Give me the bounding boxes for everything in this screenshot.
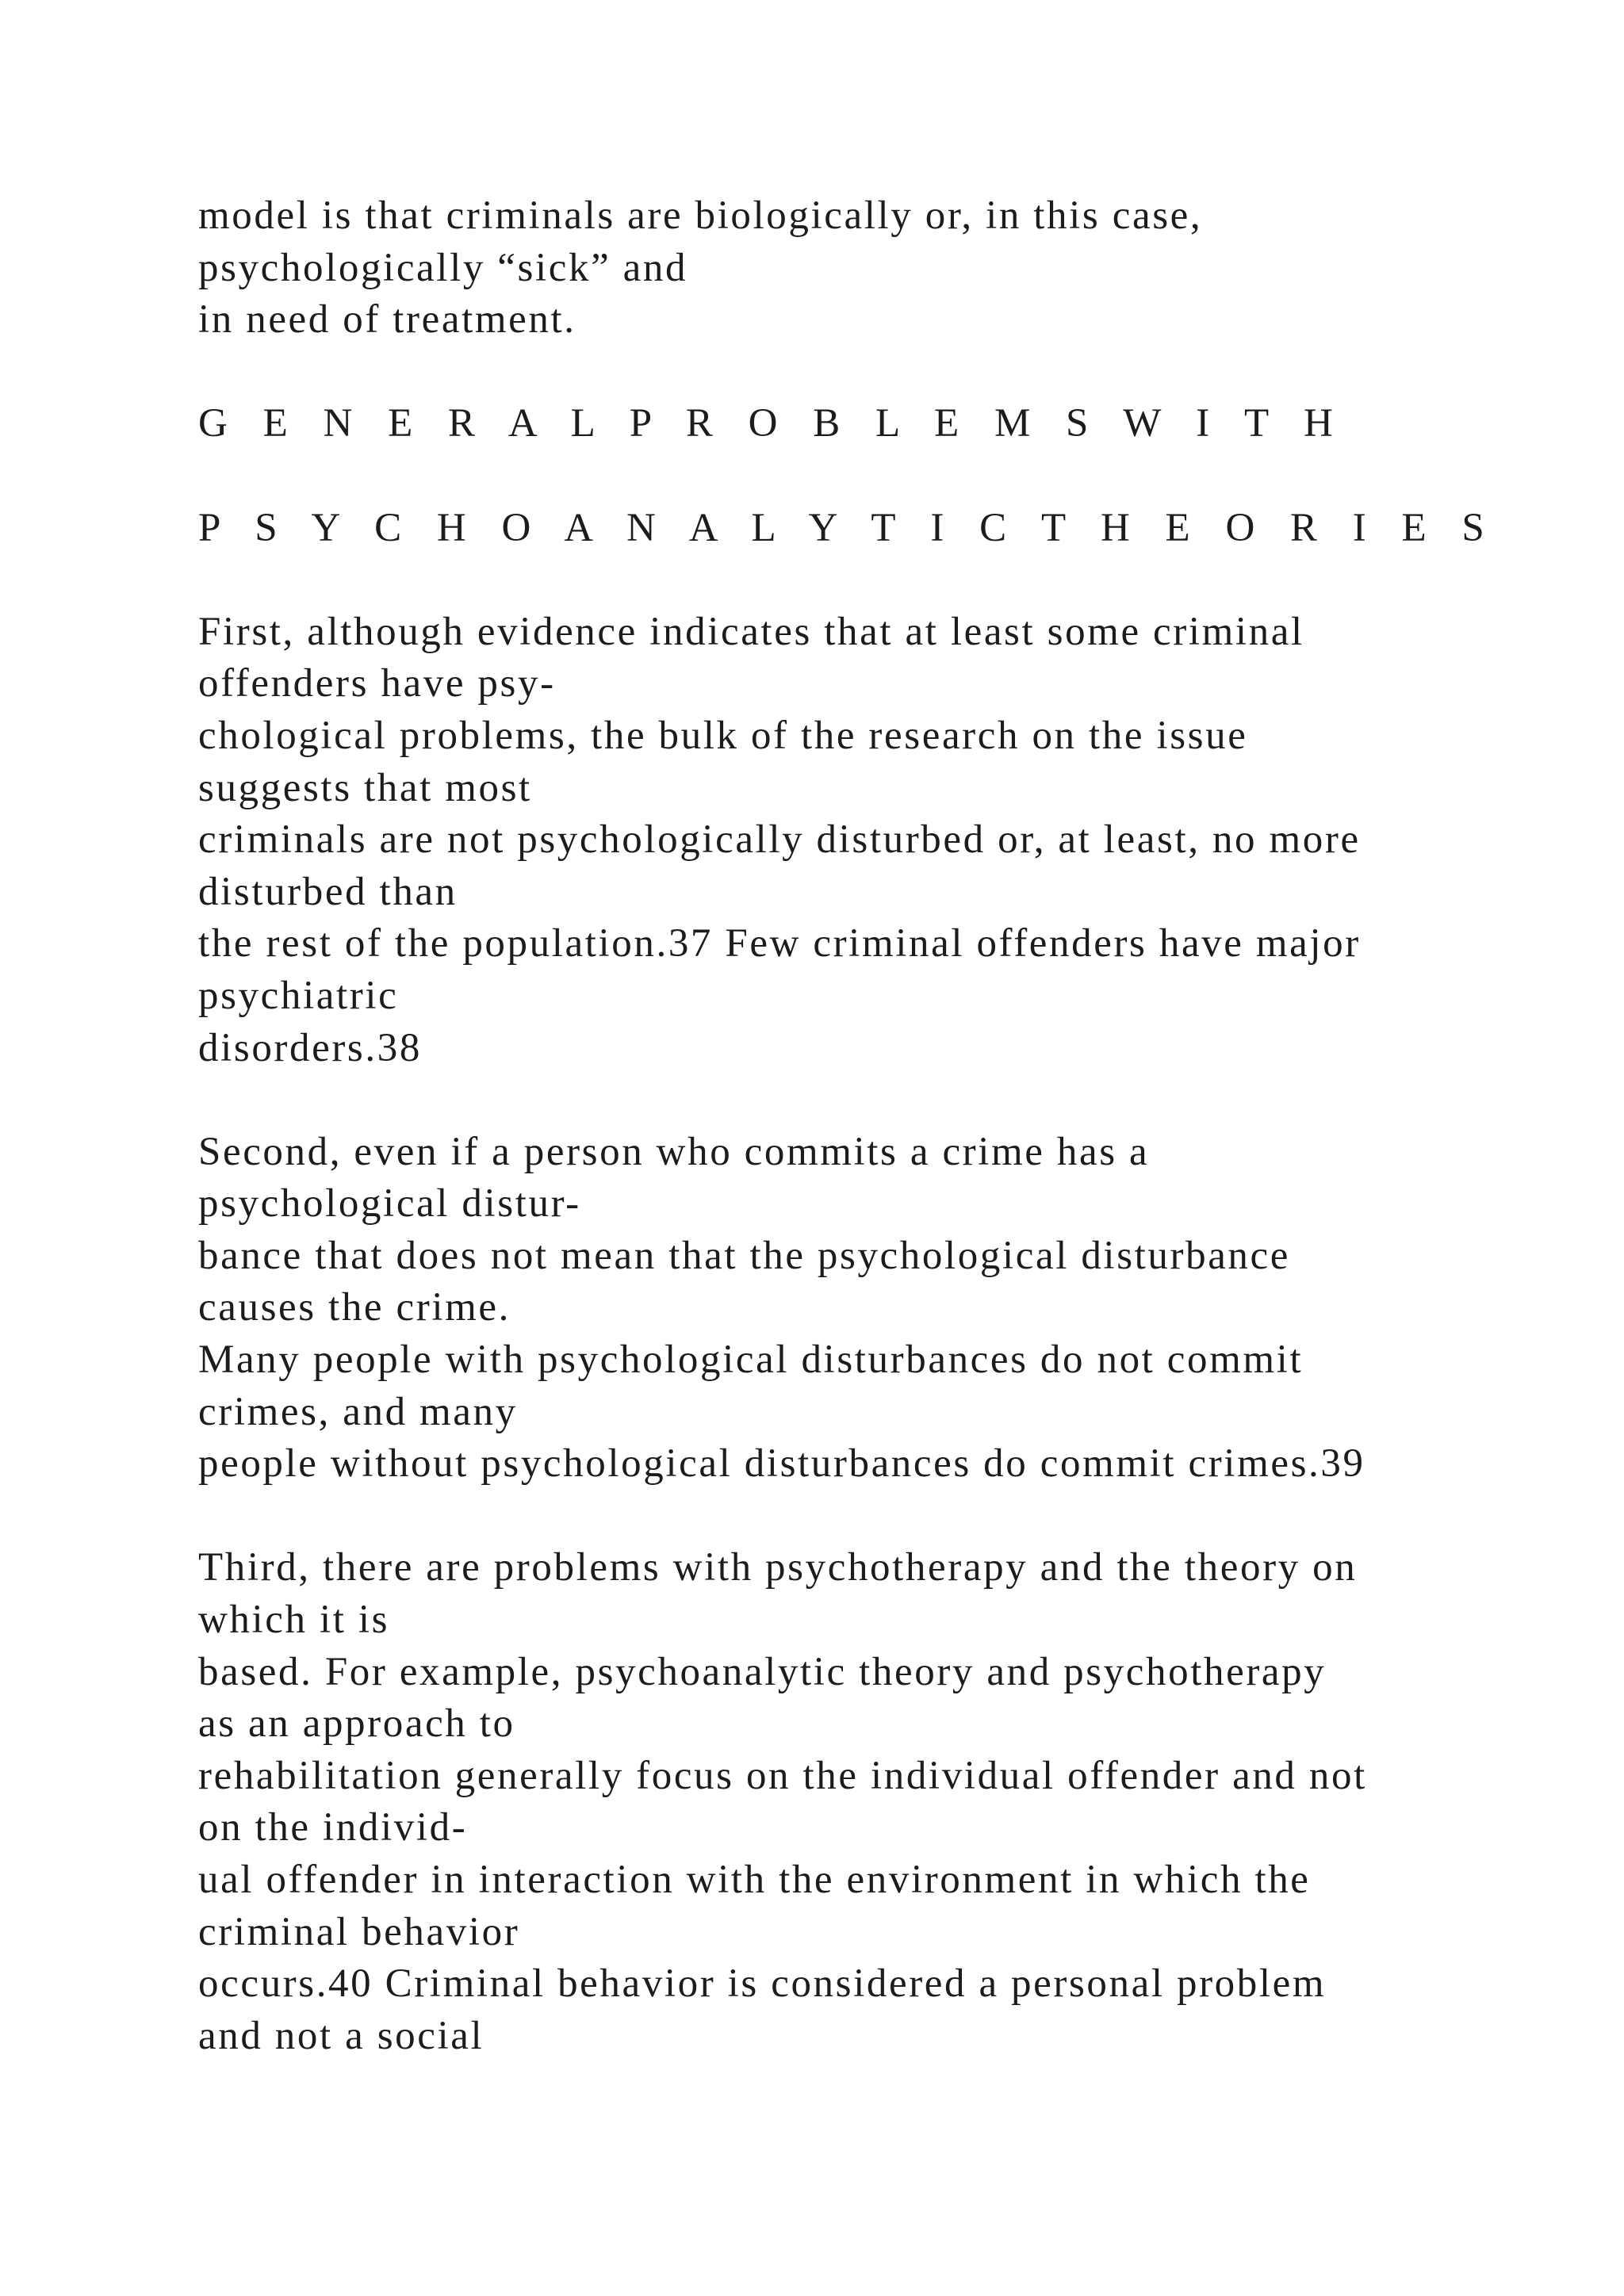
- text-line: and not a social: [198, 2013, 485, 2058]
- text-line: Second, even if a person who commits a crime has a: [198, 1129, 1150, 1174]
- text-line: psychological distur-: [198, 1181, 581, 1226]
- heading-line-2: P S Y C H O A N A L Y T I C T H E O R I E S: [198, 505, 1497, 550]
- text-line: ual offender in interaction with the environment in which the: [198, 1858, 1311, 1902]
- text-line: Third, there are problems with psychotherapy and the theory on: [198, 1545, 1358, 1590]
- text-line: on the individ-: [198, 1805, 468, 1850]
- blank-line: [198, 554, 1546, 607]
- text-line: Many people with psychological disturbances do not commit: [198, 1337, 1304, 1383]
- heading-line-1: G E N E R A L P R O B L E M S W I T H: [198, 401, 1346, 446]
- text-line: model is that criminals are biologically or, in this case,: [198, 193, 1203, 238]
- paragraph-intro: [198, 190, 1546, 346]
- text-line: people without psychological disturbances do commit crimes.39: [198, 1441, 1365, 1487]
- paragraph-third-problem: [198, 1542, 1546, 2062]
- text-line: offenders have psy-: [198, 661, 556, 706]
- text-line: criminals are not psychologically disturbed or, at least, no more: [198, 817, 1361, 863]
- text-line: criminal behavior: [198, 1909, 520, 1954]
- paragraph-second-problem: [198, 1127, 1546, 1490]
- text-line: rehabilitation generally focus on the individual offender and not: [198, 1753, 1367, 1798]
- blank-line: [198, 1490, 1546, 1543]
- blank-line: [198, 1074, 1546, 1127]
- text-line: based. For example, psychoanalytic theory and psychotherapy: [198, 1649, 1327, 1694]
- text-line: occurs.40 Criminal behavior is considered a personal problem: [198, 1961, 1327, 2007]
- document-body: [198, 190, 1546, 2062]
- blank-line: [198, 450, 1546, 503]
- text-line: suggests that most: [198, 765, 532, 810]
- text-line: which it is: [198, 1598, 390, 1643]
- text-line: psychiatric: [198, 973, 399, 1018]
- text-line: disorders.38: [198, 1025, 422, 1070]
- text-line: psychologically “sick” and: [198, 245, 688, 290]
- blank-line: [198, 346, 1546, 399]
- text-line: as an approach to: [198, 1701, 515, 1747]
- text-line: chological problems, the bulk of the research on the issue: [198, 713, 1248, 758]
- text-line: crimes, and many: [198, 1389, 518, 1434]
- text-line: First, although evidence indicates that at least some criminal: [198, 609, 1304, 654]
- text-line: in need of treatment.: [198, 297, 576, 342]
- text-line: bance that does not mean that the psychological disturbance: [198, 1233, 1291, 1278]
- section-heading: [198, 398, 1546, 554]
- text-line: causes the crime.: [198, 1285, 511, 1330]
- paragraph-first-problem: [198, 607, 1546, 1074]
- text-line: the rest of the population.37 Few criminal offenders have major: [198, 921, 1361, 966]
- text-line: disturbed than: [198, 869, 458, 914]
